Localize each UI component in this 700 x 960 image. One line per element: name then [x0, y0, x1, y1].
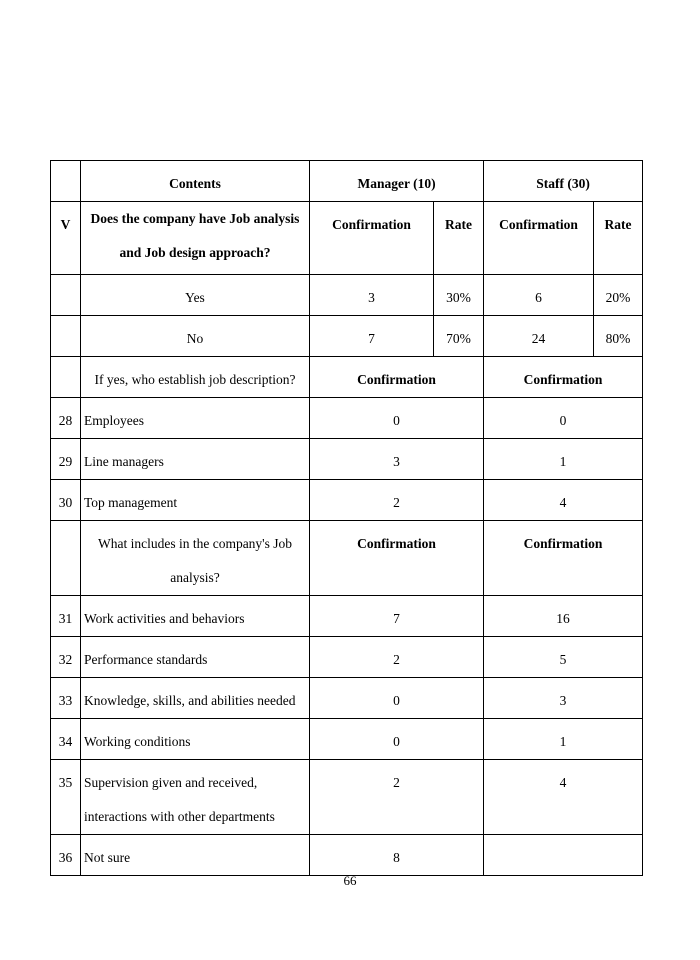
row-label: Performance standards	[81, 637, 310, 678]
answer-label: No	[81, 316, 310, 357]
question-v-mgr-conf: Confirmation	[310, 202, 434, 275]
header-staff: Staff (30)	[484, 161, 643, 202]
mgr-value: 8	[310, 835, 484, 876]
section2-staff-header: Confirmation	[484, 521, 643, 596]
question-v-staff-rate: Rate	[594, 202, 643, 275]
section1-mgr-header: Confirmation	[310, 357, 484, 398]
table-row	[51, 760, 643, 835]
index-cell	[51, 316, 81, 357]
table-row	[51, 596, 643, 637]
table-row	[51, 719, 643, 760]
row-number: 32	[51, 637, 81, 678]
question-v-text: Does the company have Job analysis and Job design approach?	[81, 202, 310, 275]
mgr-confirmation-value: 7	[310, 316, 434, 357]
row-number: 31	[51, 596, 81, 637]
mgr-value: 0	[310, 678, 484, 719]
table-row	[51, 637, 643, 678]
section1-question: If yes, who establish job description?	[81, 357, 310, 398]
mgr-value: 0	[310, 719, 484, 760]
staff-value: 1	[484, 439, 643, 480]
survey-table	[50, 160, 643, 876]
mgr-rate-value: 30%	[434, 275, 484, 316]
section1-header-row	[51, 357, 643, 398]
row-number: 28	[51, 398, 81, 439]
answer-label: Yes	[81, 275, 310, 316]
table-row	[51, 480, 643, 521]
staff-value	[484, 835, 643, 876]
index-cell	[51, 521, 81, 596]
row-label: Employees	[81, 398, 310, 439]
question-v-row	[51, 202, 643, 275]
staff-value: 3	[484, 678, 643, 719]
row-label: Line managers	[81, 439, 310, 480]
row-number: 30	[51, 480, 81, 521]
row-number: 35	[51, 760, 81, 835]
staff-rate-value: 80%	[594, 316, 643, 357]
answer-row-no	[51, 316, 643, 357]
staff-value: 4	[484, 480, 643, 521]
staff-confirmation-value: 24	[484, 316, 594, 357]
staff-value: 4	[484, 760, 643, 835]
header-manager: Manager (10)	[310, 161, 484, 202]
mgr-value: 2	[310, 637, 484, 678]
mgr-value: 3	[310, 439, 484, 480]
mgr-value: 7	[310, 596, 484, 637]
row-number: 36	[51, 835, 81, 876]
staff-confirmation-value: 6	[484, 275, 594, 316]
row-label: Top management	[81, 480, 310, 521]
section1-staff-header: Confirmation	[484, 357, 643, 398]
header-index-cell	[51, 161, 81, 202]
row-number: 34	[51, 719, 81, 760]
table-row	[51, 398, 643, 439]
staff-value: 16	[484, 596, 643, 637]
index-cell	[51, 275, 81, 316]
table-row	[51, 678, 643, 719]
staff-value: 1	[484, 719, 643, 760]
section2-question: What includes in the company's Job analysis?	[81, 521, 310, 596]
table-row	[51, 835, 643, 876]
table-row	[51, 439, 643, 480]
row-number: 29	[51, 439, 81, 480]
mgr-rate-value: 70%	[434, 316, 484, 357]
section2-header-row	[51, 521, 643, 596]
question-v-index: V	[51, 202, 81, 275]
index-cell	[51, 357, 81, 398]
mgr-value: 2	[310, 480, 484, 521]
staff-value: 5	[484, 637, 643, 678]
staff-rate-value: 20%	[594, 275, 643, 316]
row-label: Not sure	[81, 835, 310, 876]
answer-row-yes	[51, 275, 643, 316]
mgr-confirmation-value: 3	[310, 275, 434, 316]
row-label: Work activities and behaviors	[81, 596, 310, 637]
page-number: 66	[343, 873, 357, 888]
staff-value: 0	[484, 398, 643, 439]
question-v-staff-conf: Confirmation	[484, 202, 594, 275]
row-number: 33	[51, 678, 81, 719]
header-row	[51, 161, 643, 202]
section2-mgr-header: Confirmation	[310, 521, 484, 596]
header-contents: Contents	[81, 161, 310, 202]
mgr-value: 2	[310, 760, 484, 835]
question-v-mgr-rate: Rate	[434, 202, 484, 275]
row-label: Supervision given and received, interactions with other departments	[81, 760, 310, 835]
mgr-value: 0	[310, 398, 484, 439]
row-label: Working conditions	[81, 719, 310, 760]
row-label: Knowledge, skills, and abilities needed	[81, 678, 310, 719]
